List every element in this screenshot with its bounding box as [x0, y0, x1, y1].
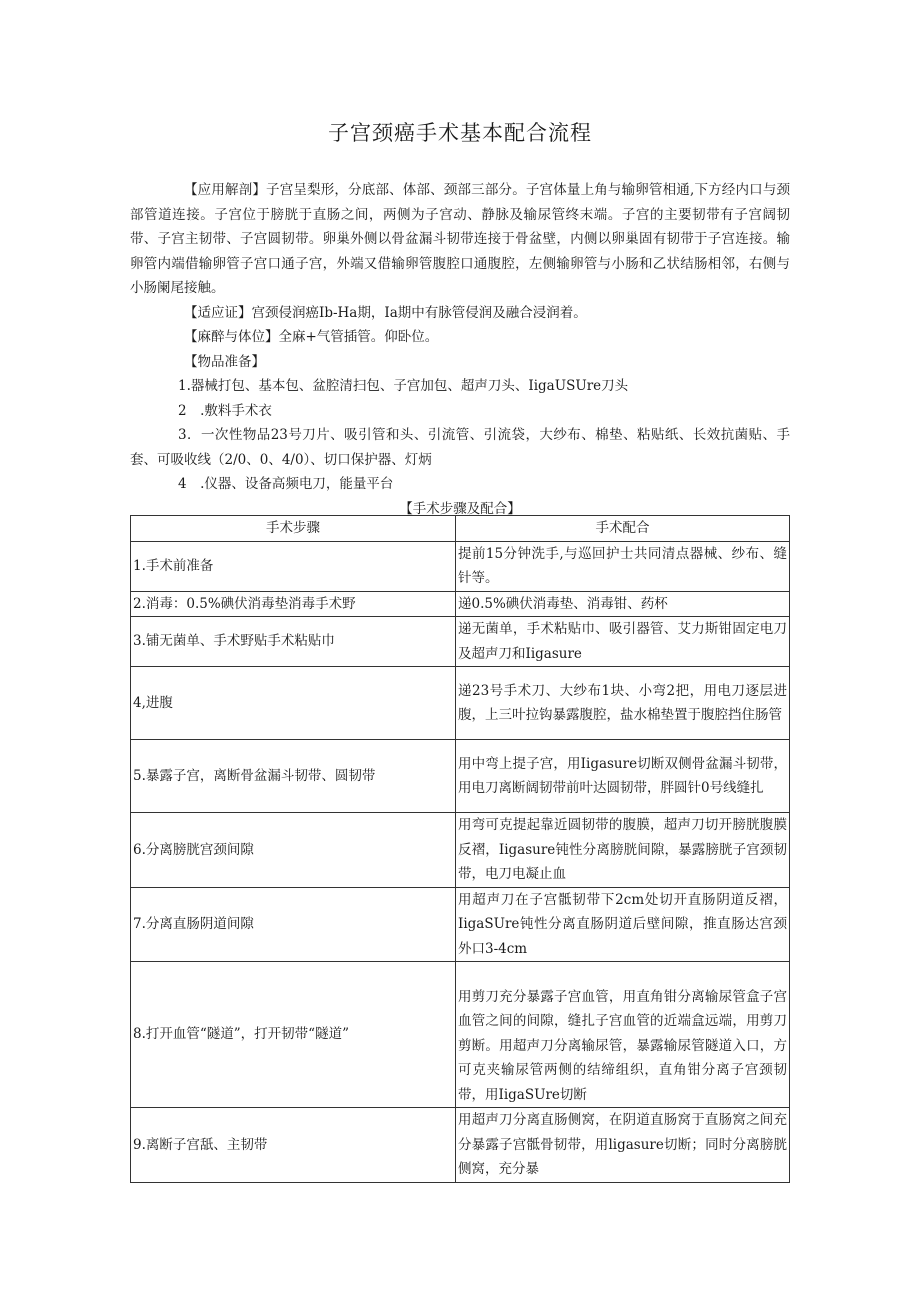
indication-paragraph: 【适应证】宫颈侵润癌Ib-Ha期，Ia期中有脉管侵润及融合浸润着。 [184, 304, 587, 321]
supply-item: 2 .敷料手术衣 [178, 402, 272, 419]
table-header-row [131, 516, 790, 542]
step-cell: 8.打开血管“隧道”，打开韧带“隧道” [131, 962, 456, 1108]
table-row [131, 887, 790, 962]
cooperation-cell: 递23号手术刀、大纱布1块、小弯2把，用电刀逐层进腹，上三叶拉钩暴露腹腔，盐水棉垫置于腹腔挡住肠管 [456, 667, 790, 740]
supply-item: 3．一次性物品23号刀片、吸引管和头、引流管、引流袋，大纱布、棉垫、粘贴纸、长效抗菌贴、手套、可吸收线（2/0、0、4/0）、切口保护器、灯炳 [130, 427, 790, 468]
header-cooperation: 手术配合 [456, 516, 790, 542]
step-cell: 5.暴露子宫，离断骨盆漏斗韧带、圆韧带 [131, 740, 456, 813]
supplies-heading: 【物品准备】 [184, 353, 265, 370]
table-row [131, 813, 790, 888]
step-cell: 4,进腹 [131, 667, 456, 740]
step-cell: 9.离断子宫舐、主韧带 [131, 1108, 456, 1183]
supply-item: 4 .仪器、设备高频电刀，能量平台 [178, 476, 394, 492]
table-row [131, 591, 790, 617]
cooperation-cell: 递0.5%碘伏消毒垫、消毒钳、药杯 [456, 591, 790, 617]
cooperation-cell: 提前15分钟洗手,与巡回护士共同清点器械、纱布、缝针等。 [456, 541, 790, 591]
table-caption: 【手术步骤及配合】 [399, 501, 521, 517]
anesthesia-paragraph: 【麻醉与体位】全麻+气管插管。仰卧位。 [184, 329, 439, 345]
table-row [131, 962, 790, 1108]
table-row [131, 617, 790, 667]
cooperation-cell: 用中弯上提子宫，用Iigasure切断双侧骨盆漏斗韧带，用电刀离断阔韧带前叶达圆韧带，胖圆针0号线缝扎 [456, 740, 790, 813]
supply-item: 1.器械打包、基本包、盆腔清扫包、子宫加包、超声刀头、IigaUSUre刀头 [178, 378, 629, 394]
cooperation-cell: 递无菌单，手术粘贴巾、吸引器管、艾力斯钳固定电刀及超声刀和Iigasure [456, 617, 790, 667]
anatomy-paragraph: 【应用解剖】子宫呈梨形，分底部、体部、颈部三部分。子宫体量上角与输卵管相通,下方经内口与颈部管道连接。子宫位于膀胱于直肠之间，两侧为子宫动、静脉及输尿管终末端。子宫的主要韧带有子宫阔韧带、子宫主韧带、子宫圆韧带。卵巢外侧以骨盆漏斗韧带连接于骨盆壁，内侧以卵巢固有韧带于子宫连接。输卵管内端借输卵管子宫口通子宫，外端又借输卵管腹腔口通腹腔，左侧输卵管与小肠和乙状结肠相邻，右侧与小肠阑尾接触。 [130, 182, 790, 296]
procedure-table [130, 515, 790, 1183]
cooperation-cell: 用弯可克提起靠近圆韧带的腹膜，超声刀切开膀胱腹膜反褶，Iigasure钝性分离膀胱间隙，暴露膀胱子宫颈韧带，电刀电凝止血 [456, 813, 790, 888]
cooperation-cell: 用超声刀在子宫骶韧带下2cm处切开直肠阴道反褶，IigaSUre钝性分离直肠阴道后壁间隙，推直肠达宫颈外口3-4cm [456, 887, 790, 962]
table-row [131, 667, 790, 740]
table-row [131, 541, 790, 591]
step-cell: 6.分离膀胱宫颈间隙 [131, 813, 456, 888]
step-cell: 7.分离直肠阴道间隙 [131, 887, 456, 962]
intro-section [130, 178, 790, 497]
table-row [131, 740, 790, 813]
table-row [131, 1108, 790, 1183]
step-cell: 3.铺无菌单、手术野贴手术粘贴巾 [131, 617, 456, 667]
step-cell: 1.手术前准备 [131, 541, 456, 591]
step-cell: 2.消毒：0.5%碘伏消毒垫消毒手术野 [131, 591, 456, 617]
document-title: 子宫颈癌手术基本配合流程 [328, 121, 592, 145]
cooperation-cell: 用剪刀充分暴露子宫血管，用直角钳分离输尿管盒子宫血管之间的间隙，缝扎子宫血管的近端盒远端，用剪刀剪断。用超声刀分离输尿管，暴露输尿管隧道入口，方可克夹输尿管两侧的结缔组织，直角钳分离子宫颈韧带，用IigaSUre切断 [456, 962, 790, 1108]
header-step: 手术步骤 [131, 516, 456, 542]
cooperation-cell: 用超声刀分离直肠侧窝，在阴道直肠窝于直肠窝之间充分暴露子宫骶骨韧带，用ligasure切断；同时分离膀胱侧窝，充分暴 [456, 1108, 790, 1183]
